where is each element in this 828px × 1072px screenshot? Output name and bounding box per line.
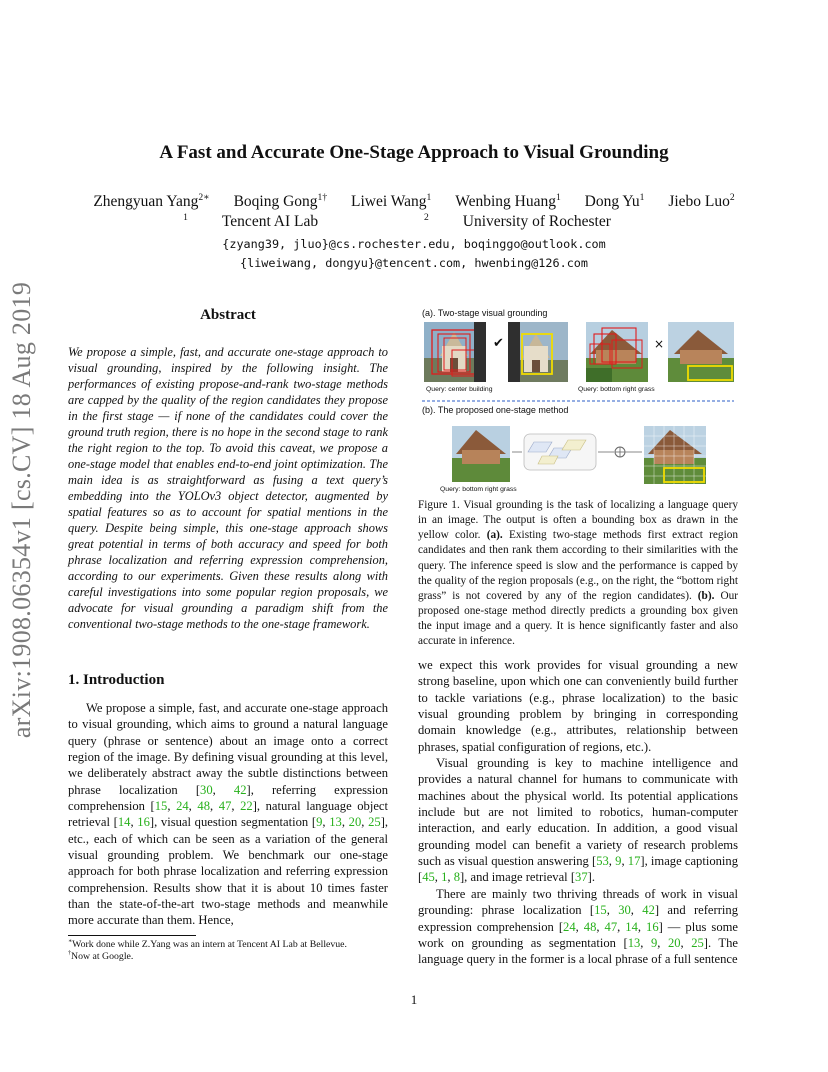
citation-link[interactable]: 25 — [691, 935, 704, 950]
query-label: Query: bottom right grass — [578, 386, 655, 393]
citation-link[interactable]: 48 — [197, 799, 211, 814]
query-label: Query: bottom right grass — [440, 486, 517, 493]
citation-link[interactable]: 16 — [137, 815, 150, 830]
citation-link[interactable]: 24 — [563, 919, 576, 934]
author: Wenbing Huang$^1$ — [455, 191, 561, 210]
citation-link[interactable]: 1 — [441, 870, 448, 885]
photo-output-grid — [644, 426, 706, 484]
email-line: {zyang39, jluo}@cs.rochester.edu, boqinggo@outlook.com — [222, 237, 606, 251]
citation-link[interactable]: 15 — [154, 799, 168, 814]
citation-link[interactable]: 37 — [575, 870, 588, 885]
photo-input — [452, 426, 510, 482]
abstract-heading: Abstract — [200, 307, 256, 323]
paragraph: we expect this work provides for visual grounding a new strong baseline, upon which one can conveniently build further to tackle variations (e.g., phrase localization) to the basic visual grounding problem by bringing in corresponding domain knowledge (e.g., attributes, relationship between phrases, spatial configuration of regions, etc.). — [418, 658, 738, 754]
citation-link[interactable]: 48 — [583, 919, 597, 934]
paper-title: A Fast and Accurate One-Stage Approach to Visual Grounding — [159, 142, 669, 163]
figure-caption: Figure 1. Visual grounding is the task of localizing a language query in an image. The output is often a bounding box as drawn in the yellow color. (a). Existing two-stage methods first extract region candidates and then rank them according to their similarities with the query. The inference speed is slow and the performance is capped by the quality of the region proposals (e.g., on the right, the “bottom right grass” is not covered by any of the region candidates). (b). Our proposed one-stage method directly predicts a grounding box given the input image and a query. It is hence significantly faster and also accurate in inference. — [418, 499, 739, 648]
citation-link[interactable]: 47 — [218, 799, 232, 814]
figure-label-b: (b). The proposed one-stage method — [422, 405, 569, 415]
model-diagram — [524, 434, 596, 470]
citation-link[interactable]: 13 — [627, 935, 641, 950]
citation-link[interactable]: 16 — [646, 919, 659, 934]
citation-link[interactable]: 9 — [615, 854, 622, 869]
citation-link[interactable]: 47 — [604, 919, 618, 934]
query-label: Query: center building — [426, 386, 493, 393]
citation-link[interactable]: 15 — [594, 903, 607, 918]
author: Zhengyuan Yang$^{2∗}$ — [93, 191, 210, 210]
affiliations — [0, 213, 828, 231]
author-list — [0, 193, 828, 211]
citation-link[interactable]: 30 — [200, 782, 213, 797]
citation-link[interactable]: 24 — [176, 799, 189, 814]
page-number: 1 — [410, 992, 418, 1007]
citation-link[interactable]: 53 — [596, 854, 609, 869]
photo-church-result — [508, 322, 568, 382]
figure-label-a: (a). Two-stage visual grounding — [422, 308, 548, 318]
author: Liwei Wang$^1$ — [351, 191, 432, 210]
citation-link[interactable]: 9 — [650, 935, 658, 950]
footnote: ∗Work done while Z.Yang was an intern at Tencent AI Lab at Bellevue. — [68, 938, 347, 950]
email-line: {liweiwang, dongyu}@tencent.com, hwenbing@126.com — [239, 256, 588, 270]
citation-link[interactable]: 20 — [348, 815, 362, 830]
section-heading: 1. Introduction — [68, 672, 165, 688]
paragraph: Visual grounding is key to machine intelligence and provides a natural channel for humans to communicate with machines about the physical world. Its potential applications include but are not limited to robotics, human-computer interaction, and early education. In addition, a good visual grounding model can benefit a variety of research problems such as visual question answering [53, 9, 17], image captioning [45, 1, 8], and image retrieval [37]. — [418, 756, 739, 885]
author: Jiebo Luo$^2$ — [668, 191, 735, 210]
photo-house-result — [668, 322, 734, 382]
citation-link[interactable]: 22 — [240, 799, 253, 814]
check-icon: ✔ — [493, 336, 504, 351]
figure-1 — [418, 308, 740, 496]
footnote-rule — [68, 935, 196, 936]
affiliation: $^1$ Tencent AI Lab — [183, 211, 319, 230]
photo-church — [424, 322, 486, 382]
author: Dong Yu$^1$ — [584, 191, 645, 210]
arxiv-stamp-text: arXiv:1908.06354v1 [cs.CV] 18 Aug 2019 — [7, 281, 36, 739]
right-column-text — [418, 657, 738, 968]
footnote: †Now at Google. — [68, 950, 134, 962]
affiliation: $^2$ University of Rochester — [423, 211, 611, 230]
paragraph: There are mainly two thriving threads of work in visual grounding: phrase localization [15, 30, 42] and referring expression comprehension [24, 48, 47, 14, 16] — plus some work on grounding as segmentation [13, 9, 20, 25]. The language query in the former is a local phrase of a full sentence — [418, 886, 739, 967]
citation-link[interactable]: 14 — [117, 815, 131, 830]
citation-link[interactable]: 30 — [618, 903, 631, 918]
citation-link[interactable]: 20 — [667, 935, 681, 950]
author: Boqing Gong$^{1\dagger}$ — [233, 191, 328, 210]
citation-link[interactable]: 13 — [329, 815, 342, 830]
citation-link[interactable]: 17 — [627, 854, 641, 869]
abstract-text: We propose a simple, fast, and accurate one-stage approach to visual grounding, inspired by the following insight. The performances of existing propose-and-rank two-stage methods are capped by the quality of the region candidates they propose in the first stage — if none of the candidates could cover the ground truth region, there is no hope in the second stage to rank the right region to the top. To avoid this caveat, we propose a one-stage model that enables end-to-end joint optimization. The main idea is as straightforward as fusing a text query’s embedding into the YOLOv3 object detector, augmented by spatial features so as to account for spatial mentions in the query. Despite being simple, this one-stage approach shows great potential in terms of both accuracy and speed for both phrase localization and referring expression comprehension, according to our experiments. Given these results along with careful investigations into some popular region proposals, we advocate for visual grounding a paradigm shift from the conventional two-stage methods to the one-stage framework. — [68, 345, 388, 631]
citation-link[interactable]: 45 — [422, 870, 435, 885]
citation-link[interactable]: 9 — [316, 815, 323, 830]
citation-link[interactable]: 42 — [642, 903, 655, 918]
citation-link[interactable]: 8 — [453, 870, 460, 885]
citation-link[interactable]: 25 — [368, 815, 381, 830]
figure-graphic — [418, 308, 740, 496]
citation-link[interactable]: 14 — [625, 919, 638, 934]
cross-icon: × — [654, 337, 665, 351]
citation-link[interactable]: 42 — [233, 782, 247, 797]
photo-house — [586, 322, 648, 382]
intro-paragraph: We propose a simple, fast, and accurate one-stage approach to visual grounding, which aims to ground a natural language query (phrase or sentence) about an image onto a correct region of the image. By defining visual grounding at this level, we deliberately abstract away the subtle distinctions between phrase localization [30, 42], referring expression comprehension [15, 24, 48, 47, 22], natural language object retrieval [14, 16], visual question segmentation [9, 13, 20, 25], etc., each of which can be seen as a variation of the general visual grounding problem. We benchmark our one-stage approach for both phrase localization and referring expression comprehension. Results show that it is about 10 times faster than the state-of-the-art two-stage methods and meanwhile more accurate than them. Hence, — [68, 701, 389, 928]
